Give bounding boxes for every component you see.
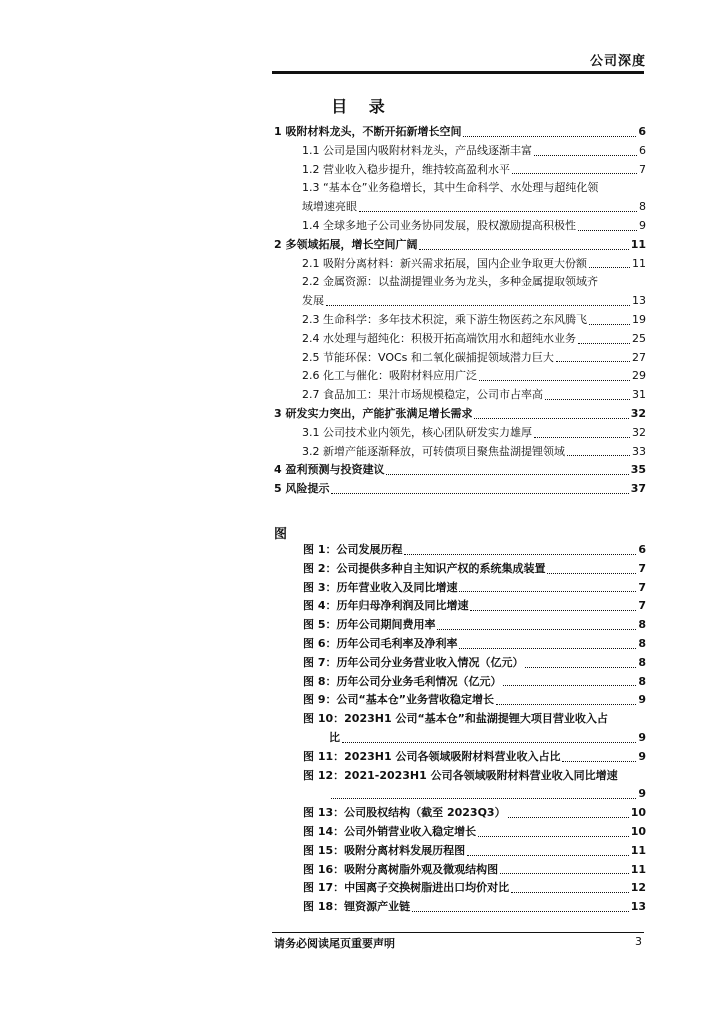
toc-entry-title: 3.2 新增产能逐渐释放，可转债项目聚焦盐湖提锂领域	[302, 444, 565, 458]
figures-heading: 图	[274, 527, 288, 542]
figure-entry[interactable]	[303, 654, 646, 673]
toc-entry-page: 32	[632, 425, 646, 439]
figure-entry[interactable]	[303, 635, 646, 654]
leader-dots	[404, 554, 636, 555]
leader-dots	[545, 399, 630, 400]
leader-dots	[589, 324, 630, 325]
leader-dots	[359, 211, 637, 212]
toc-entry-continuation	[302, 198, 646, 217]
figure-entry-page: 10	[630, 824, 646, 838]
figure-entry-title-cont: 比	[329, 730, 340, 744]
figure-entry-page: 7	[638, 599, 646, 613]
toc-entry-page: 11	[630, 237, 646, 251]
figure-entry-title: 图 1：公司发展历程	[303, 543, 403, 556]
leader-dots	[326, 305, 630, 306]
toc-entry-page: 31	[632, 388, 646, 402]
toc-entry[interactable]	[274, 161, 646, 180]
figure-entry-page: 9	[638, 787, 646, 801]
leader-dots	[508, 817, 629, 818]
toc-entry[interactable]	[274, 255, 646, 274]
figure-entry-page: 13	[630, 900, 646, 914]
toc-entry[interactable]	[274, 443, 646, 462]
toc-entry-line	[302, 179, 646, 198]
toc-entry-title: 2.3 生命科学：多年技术积淀，乘下游生物医药之东风腾飞	[302, 312, 587, 326]
toc-entry-title: 2.1 吸附分离材料：新兴需求拓展，国内企业争取更大份额	[302, 256, 587, 270]
leader-dots	[437, 629, 636, 630]
figure-entry-page: 8	[638, 636, 646, 650]
leader-dots	[562, 761, 636, 762]
toc-entry-title: 4 盈利预测与投资建议	[274, 463, 385, 477]
figure-entry[interactable]	[303, 861, 646, 880]
leader-dots	[459, 591, 636, 592]
leader-dots	[556, 361, 630, 362]
toc-entry-title: 2.6 化工与催化：吸附材料应用广泛	[302, 369, 477, 383]
toc-entry[interactable]	[274, 405, 646, 424]
figure-entry-page: 6	[638, 543, 646, 556]
toc-entry-page: 8	[639, 200, 646, 214]
figure-entry-page: 9	[638, 730, 646, 744]
figure-entry-page: 11	[630, 843, 646, 857]
toc-entry-title: 2.4 水处理与超纯化：积极开拓高端饮用水和超纯水业务	[302, 331, 576, 345]
leader-dots	[479, 380, 630, 381]
figure-entry-title: 图 18：锂资源产业链	[303, 900, 411, 914]
figure-entry-page: 10	[630, 806, 646, 820]
figure-entry-line	[303, 710, 646, 729]
toc-entry[interactable]	[274, 424, 646, 443]
footer-divider	[272, 932, 644, 933]
leader-dots	[578, 343, 630, 344]
leader-dots	[512, 173, 637, 174]
toc-entry[interactable]	[274, 330, 646, 349]
toc-entry-page: 11	[632, 256, 646, 270]
figure-entry[interactable]	[303, 673, 646, 692]
toc-entry-title: 3.1 公司技术业内领先，核心团队研发实力雄厚	[302, 425, 532, 439]
leader-dots	[534, 437, 630, 438]
toc-entry-page: 29	[632, 369, 646, 383]
toc-entry-page: 9	[639, 218, 646, 232]
figure-entry-page: 12	[630, 881, 646, 895]
toc-entry-page: 6	[638, 125, 646, 138]
leader-dots	[503, 685, 636, 686]
toc-entry[interactable]	[274, 179, 646, 217]
figure-entry-continuation	[303, 785, 646, 804]
figure-entry-title: 图 7：历年公司分业务营业收入情况（亿元）	[303, 655, 524, 669]
figure-entry[interactable]	[303, 748, 646, 767]
toc-entry[interactable]	[274, 123, 646, 142]
toc-entry[interactable]	[274, 217, 646, 236]
report-type-label: 公司深度	[589, 54, 646, 69]
toc-entry-title: 3 研发实力突出，产能扩张满足增长需求	[274, 406, 473, 420]
figure-entry-title: 图 6：历年公司毛利率及净利率	[303, 636, 458, 650]
figure-entry-continuation	[303, 729, 646, 748]
toc-entry-title: 1 吸附材料龙头，不断开拓新增长空间	[274, 125, 462, 138]
figure-entry-title: 图 9：公司“基本仓”业务营收稳定增长	[303, 693, 494, 707]
leader-dots	[342, 742, 636, 743]
figure-entry-page: 7	[638, 580, 646, 594]
leader-dots	[534, 155, 637, 156]
figure-entry[interactable]	[303, 541, 646, 560]
figure-entry-title: 图 14：公司外销营业收入稳定增长	[303, 824, 477, 838]
toc-entry-title-cont: 发展	[302, 294, 324, 308]
figure-entry[interactable]	[303, 597, 646, 616]
figure-entry[interactable]	[303, 842, 646, 861]
leader-dots	[474, 418, 628, 419]
figure-entry[interactable]	[303, 579, 646, 598]
toc-entry[interactable]	[274, 349, 646, 368]
toc-entry-page: 13	[632, 294, 646, 308]
toc-entry-title: 1.1 公司是国内吸附材料龙头，产品线逐渐丰富	[302, 143, 532, 157]
leader-dots	[578, 230, 637, 231]
leader-dots	[459, 648, 636, 649]
figure-entry-title: 图 16：吸附分离树脂外观及微观结构图	[303, 862, 499, 876]
figure-entry-page: 8	[638, 674, 646, 688]
toc-entry-title: 2.5 节能环保：VOCs 和二氧化碳捕捉领域潜力巨大	[302, 350, 554, 364]
leader-dots	[386, 474, 628, 475]
figure-entry-page: 8	[638, 655, 646, 669]
toc-entry-page: 6	[639, 143, 646, 157]
figure-entry[interactable]	[303, 804, 646, 823]
figure-entry-title: 图 4：历年归母净利润及同比增速	[303, 599, 469, 613]
figure-entry-title: 图 10：2023H1 公司“基本仓”和盐湖提锂大项目营业收入占	[303, 712, 608, 726]
leader-dots	[331, 798, 636, 799]
figure-entry[interactable]	[303, 710, 646, 748]
toc-entry[interactable]	[274, 311, 646, 330]
toc-title: 目 录	[331, 97, 393, 116]
figure-entry-title: 图 12：2021-2023H1 公司各领域吸附材料营业收入同比增速	[303, 768, 618, 782]
leader-dots	[331, 493, 628, 494]
toc-entry-page: 37	[630, 482, 646, 496]
leader-dots	[478, 836, 629, 837]
leader-dots	[412, 911, 629, 912]
figure-entry-title: 图 13：公司股权结构（截至 2023Q3）	[303, 806, 506, 820]
toc-entry[interactable]	[274, 461, 646, 480]
figure-entry[interactable]	[303, 691, 646, 710]
figure-entry[interactable]	[303, 823, 646, 842]
footer-disclaimer: 请务必阅读尾页重要声明	[274, 937, 395, 950]
figure-entry[interactable]	[303, 898, 646, 917]
toc-entry-page: 19	[632, 312, 646, 326]
leader-dots	[467, 855, 629, 856]
figure-entry-page: 8	[638, 618, 646, 632]
leader-dots	[547, 573, 636, 574]
toc-entry-page: 35	[630, 463, 646, 477]
figure-entry-line	[303, 767, 646, 786]
toc-entry-page: 32	[630, 406, 646, 420]
toc-entry[interactable]	[274, 480, 646, 499]
toc-entry-page: 7	[639, 162, 646, 176]
toc-entry-title: 2.7 食品加工：果汁市场规模稳定，公司市占率高	[302, 388, 543, 402]
figure-entry-title: 图 17：中国离子交换树脂进出口均价对比	[303, 881, 510, 895]
figure-entry-page: 9	[638, 749, 646, 763]
toc-entry[interactable]	[274, 236, 646, 255]
figure-entry-page: 11	[630, 862, 646, 876]
leader-dots	[500, 873, 629, 874]
toc-entry-title-cont: 域增速亮眼	[302, 200, 357, 214]
toc-entry-page: 33	[632, 444, 646, 458]
toc-entry-title: 2.2 金属资源：以盐湖提锂业务为龙头，多种金属提取领域齐	[302, 275, 598, 289]
figure-entry-title: 图 3：历年营业收入及同比增速	[303, 580, 458, 594]
figure-entry[interactable]	[303, 560, 646, 579]
toc-entry[interactable]	[274, 367, 646, 386]
toc-entry-line	[302, 273, 646, 292]
figure-entry-page: 9	[638, 693, 646, 707]
toc-entry[interactable]	[274, 142, 646, 161]
figure-list	[303, 541, 646, 917]
toc-entry-page: 25	[632, 331, 646, 345]
header-divider	[272, 71, 644, 74]
leader-dots	[496, 704, 636, 705]
table-of-contents	[274, 123, 646, 499]
toc-entry[interactable]	[274, 386, 646, 405]
figure-entry-title: 图 5：历年公司期间费用率	[303, 618, 436, 632]
figure-entry-title: 图 8：历年公司分业务毛利情况（亿元）	[303, 674, 502, 688]
toc-entry-continuation	[302, 292, 646, 311]
figure-entry-title: 图 2：公司提供多种自主知识产权的系统集成装置	[303, 561, 546, 575]
leader-dots	[463, 136, 636, 137]
figure-entry-title: 图 11：2023H1 公司各领域吸附材料营业收入占比	[303, 749, 561, 763]
leader-dots	[567, 455, 630, 456]
leader-dots	[419, 249, 628, 250]
toc-entry-title: 1.3 “基本仓”业务稳增长，其中生命科学、水处理与超纯化领	[302, 181, 599, 195]
figure-entry-page: 7	[638, 561, 646, 575]
figure-entry[interactable]	[303, 879, 646, 898]
leader-dots	[511, 892, 629, 893]
page-number: 3	[635, 935, 642, 948]
figure-entry[interactable]	[303, 767, 646, 805]
leader-dots	[525, 667, 636, 668]
toc-entry-title: 1.4 全球多地子公司业务协同发展，股权激励提高积极性	[302, 218, 576, 232]
toc-entry-title: 1.2 营业收入稳步提升，维持较高盈利水平	[302, 162, 510, 176]
toc-entry-title: 5 风险提示	[274, 482, 330, 496]
toc-entry[interactable]	[274, 273, 646, 311]
toc-entry-page: 27	[632, 350, 646, 364]
leader-dots	[470, 610, 636, 611]
toc-entry-title: 2 多领域拓展，增长空间广阔	[274, 237, 418, 251]
leader-dots	[589, 267, 630, 268]
figure-entry[interactable]	[303, 616, 646, 635]
figure-entry-title: 图 15：吸附分离材料发展历程图	[303, 843, 466, 857]
